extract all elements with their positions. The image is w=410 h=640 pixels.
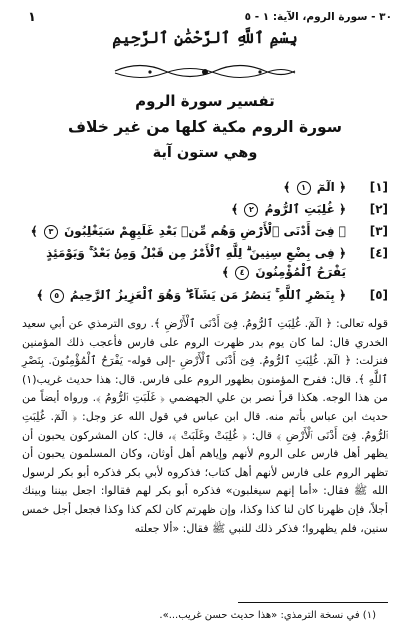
basmala: بِسْمِ ٱللَّهِ ٱلرَّحْمَٰنِ ٱلرَّحِيمِ <box>112 28 298 47</box>
surah-subtitle: سورة الروم مكية كلها من غير خلاف <box>68 118 342 136</box>
verse-2 <box>30 200 388 218</box>
verse-text <box>30 286 346 305</box>
verses-block <box>30 178 388 308</box>
surah-title: تفسير سورة الروم <box>135 92 275 110</box>
verse-close: ﴾ <box>283 180 295 194</box>
verse-text <box>30 200 346 219</box>
verse-1 <box>30 178 388 196</box>
page-header <box>28 10 392 28</box>
verse-close: ﴾ <box>231 202 243 216</box>
verse-number: [١] <box>369 180 388 194</box>
verse-close: ﴾ <box>30 224 42 238</box>
ayah-marker: ٥ <box>50 289 64 303</box>
verse-count-title: وهي ستون آية <box>152 145 258 161</box>
verse-words: ﴿ الٓمٓ <box>312 180 346 194</box>
verse-words: ﴿ بِنَصْرِ ٱللَّهِ ۚ يَنصُرُ مَن يَشَآءُ ۖ وَهُوَ ٱلْعَزِيزُ ٱلرَّحِيمُ <box>65 288 346 302</box>
ayah-marker: ٣ <box>44 225 58 239</box>
verse-3 <box>30 222 388 240</box>
ayah-marker: ٢ <box>244 203 258 217</box>
verse-text <box>30 222 346 241</box>
verse-number: [٢] <box>369 202 388 216</box>
verse-4 <box>30 244 388 282</box>
footnote-divider <box>238 602 388 603</box>
verse-text <box>30 178 346 197</box>
verse-words: ﴿ فِى بِضْعِ سِنِينَ ۗ لِلَّهِ ٱلْأَمْرُ مِن قَبْلُ وَمِنۢ بَعْدُ ۚ وَيَوْمَئِذٍ يَفْرَحُ ٱلْمُؤْمِنُونَ <box>46 246 346 279</box>
verse-text <box>30 244 346 282</box>
page-number: ١ <box>28 10 36 25</box>
verse-number: [٥] <box>369 288 388 302</box>
verse-5 <box>30 286 388 304</box>
ayah-marker: ٤ <box>235 266 249 280</box>
ayah-marker: ١ <box>297 181 311 195</box>
verse-close: ﴾ <box>36 288 48 302</box>
verse-number: [٣] <box>369 224 388 238</box>
verse-words: ﴿ فِىٓ أَدْنَى ٱلْأَرْضِ وَهُم مِّنۢ بَعْدِ غَلَبِهِمْ سَيَغْلِبُونَ <box>59 224 346 238</box>
verse-words: ﴿ غُلِبَتِ ٱلرُّومُ <box>260 202 346 216</box>
commentary-paragraph: قوله تعالى: ﴿ الٓمٓ. غُلِبَتِ ٱلرُّومُ. فِىٓ أَدْنَى ٱلْأَرْضِ ﴾. روى الترمذي عن أبي سعيد الخدري قال: لما كان يوم بدر ظهرت الروم على فارس فأعجب ذلك المؤمنين فنزلت: ﴿ الٓمٓ. غُلِبَتِ ٱلرُّومُ. فِىٓ أَدْنَى ٱلْأَرْضِ -إلى قوله- يَفْرَحُ ٱلْمُؤْمِنُونَ. بِنَصْرِ ٱللَّهِ ﴾. قال: ففرح المؤمنون بظهور الروم على فارس. قال: هذا حديث غريب(١) من هذا الوجه. هكذا قرأ نصر بن علي الجهضمي ﴿ غَلَبَتِ ٱلرُّومُ ﴾. ورواه أيضاً من حديث ابن عباس بأتم منه. قال ابن عباس في قول الله عز وجل: ﴿ الٓمٓ. غُلِبَتِ ٱلرُّومُ. فِىٓ أَدْنَى ٱلْأَرْضِ ﴾ قال: ﴿ غُلِبَتْ وغَلَبَتْ ﴾، قال: كان المشركون يحبون أن يظهر أهل فارس على الروم لأنهم وإياهم أهل أوثان، وكان المسلمون يحبون أن تظهر الروم على فارس لأنهم أهل كتاب؛ فذكروه لأبي بكر فذكره أبو بكر لرسول الله ﷺ فقال: «أما إنهم سيغلبون» فذكره أبو بكر لهم فقالوا: اجعل بيننا وبينك أجلاً، فإن ظهرنا كان لنا كذا وكذا، وإن ظهرتم كان لكم كذا وكذا فجعل أجل خمس سنين، فلم يظهروا؛ فذكر ذلك للنبي ﷺ فقال: «ألا جعلته <box>22 317 388 535</box>
footnote: (١) في نسخة الترمذي: «هذا حديث حسن غريب...». <box>159 610 376 621</box>
running-title: ٣٠ - سورة الروم، الآية: ١ - ٥ <box>244 11 392 23</box>
commentary-body <box>22 315 388 538</box>
verse-number: [٤] <box>369 246 388 260</box>
ornament-divider-icon <box>110 60 300 82</box>
verse-close: ﴾ <box>221 265 234 279</box>
